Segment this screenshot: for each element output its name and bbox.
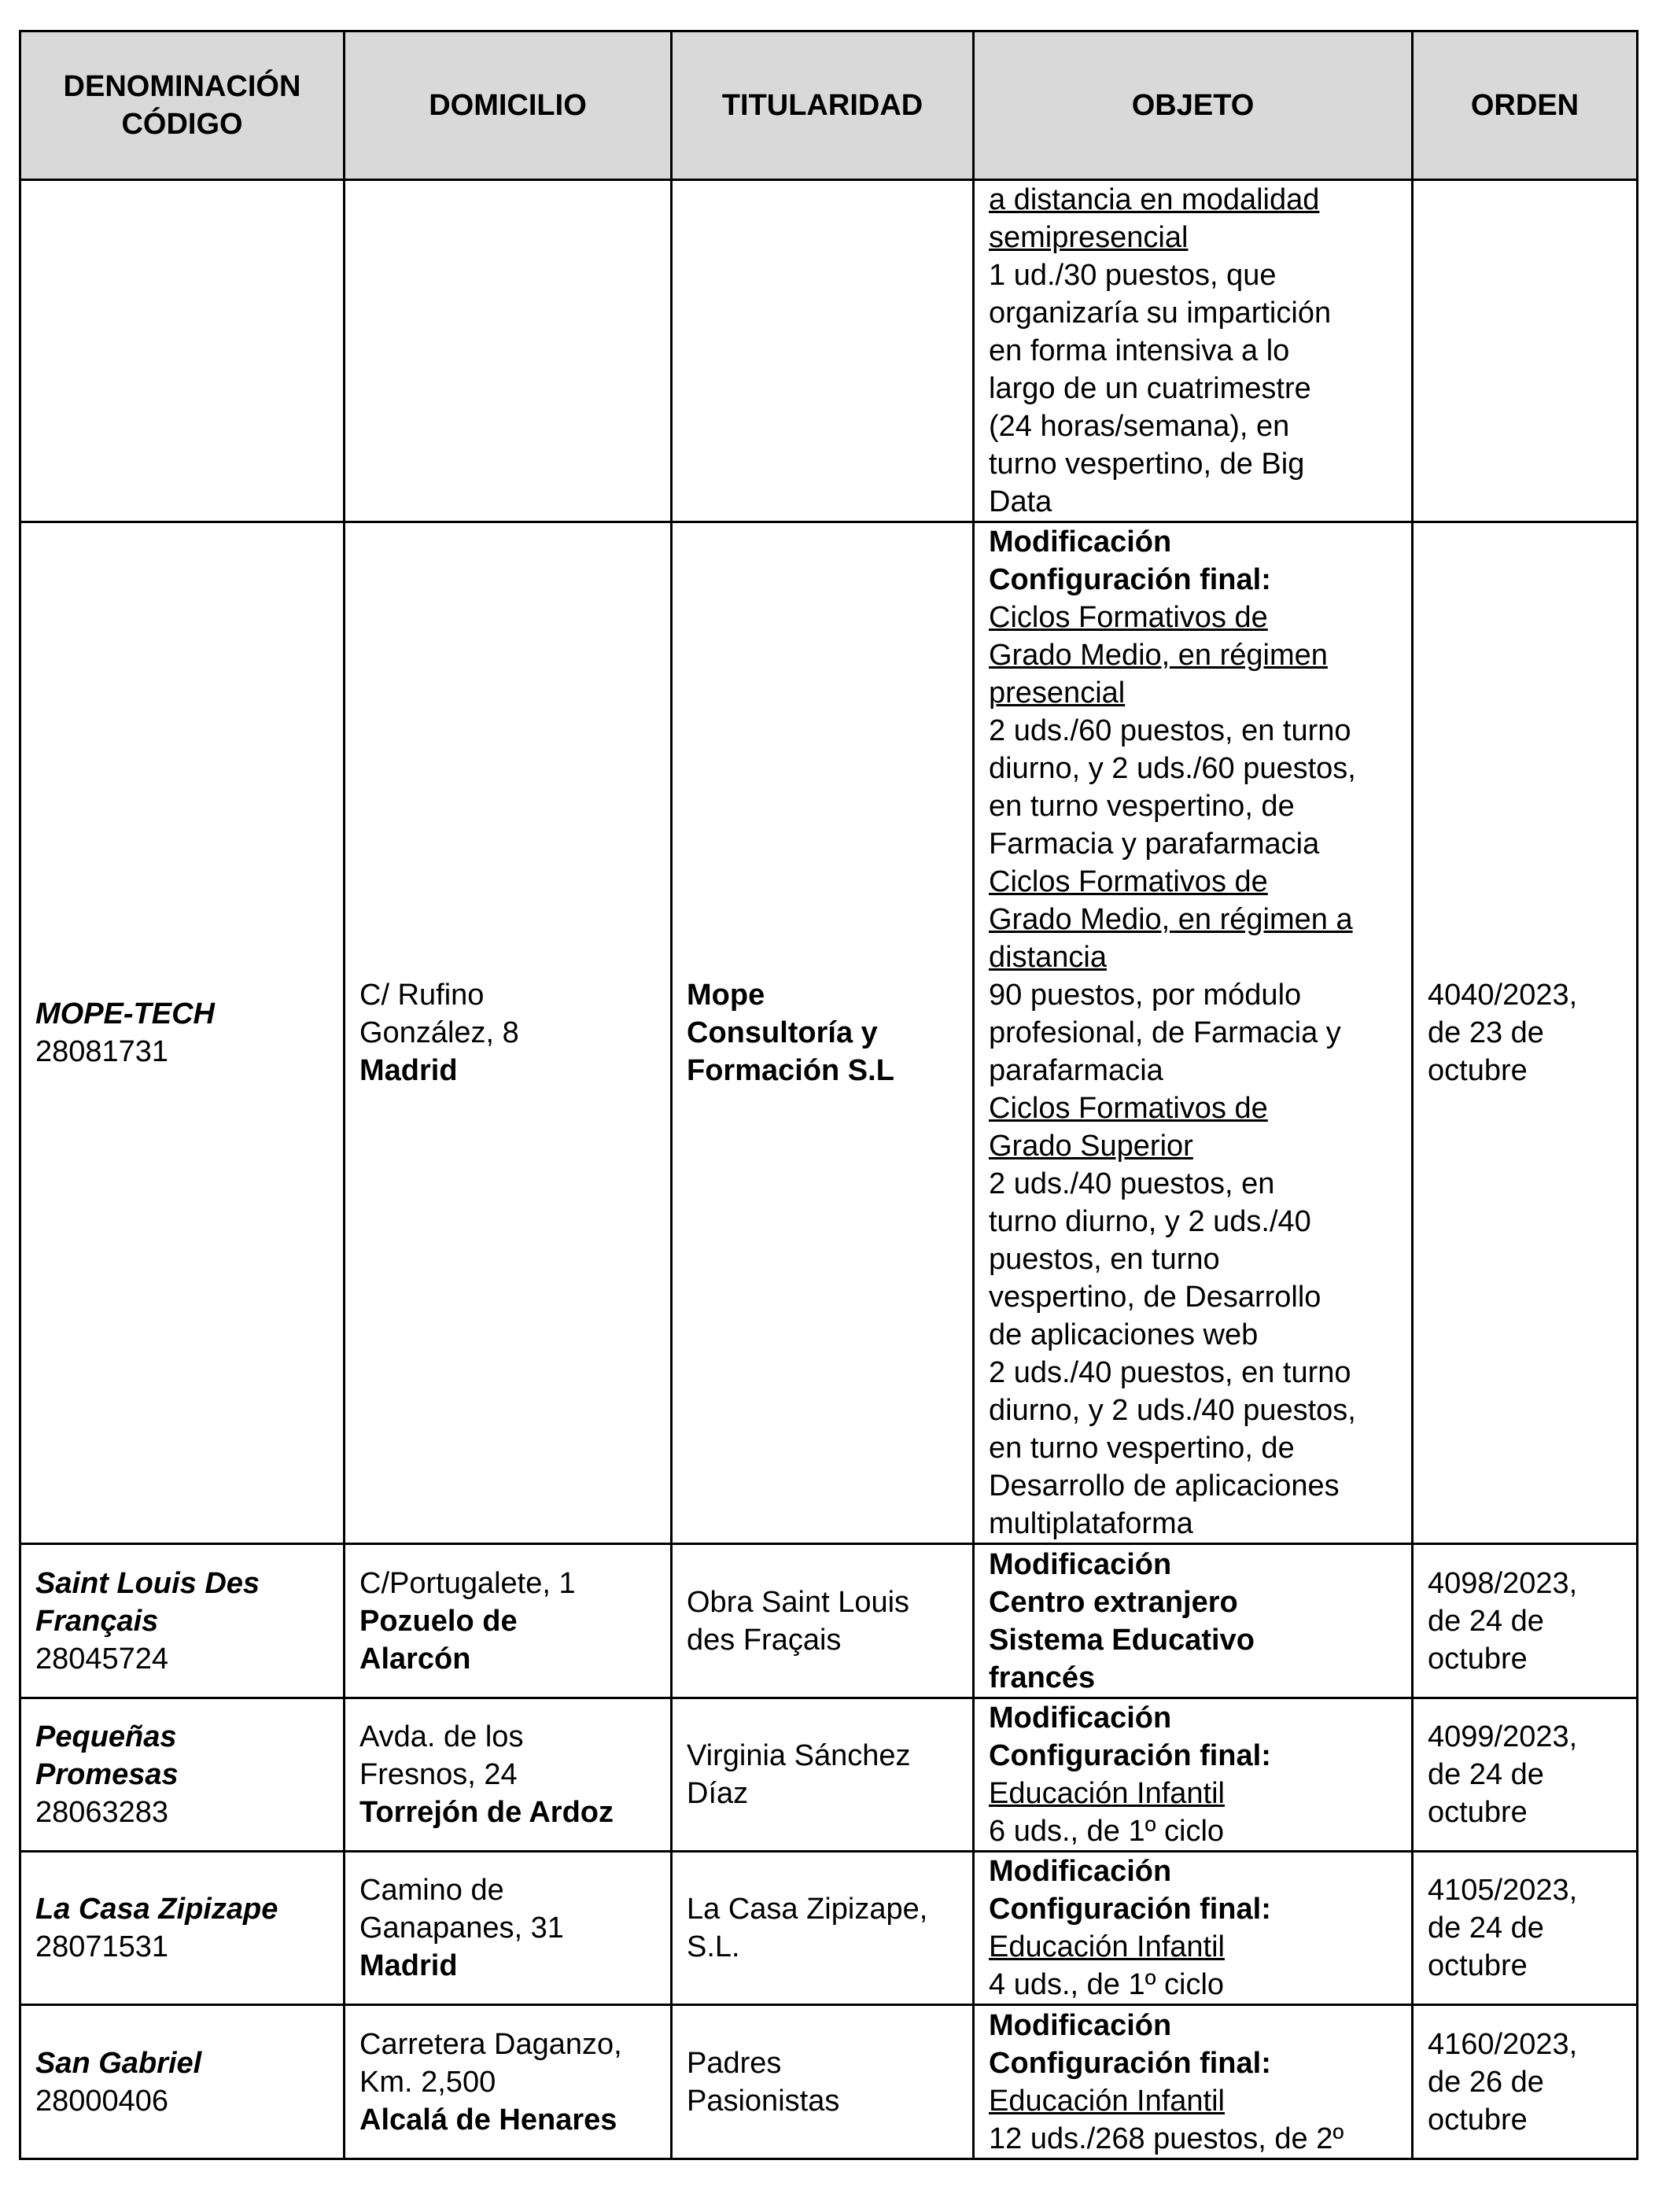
table-row: [20, 1544, 1638, 1698]
center-name: La Casa Zipizape: [35, 1893, 278, 1926]
objeto-line: multiplataforma: [989, 1507, 1193, 1540]
objeto-line: diurno, y 2 uds./40 puestos,: [989, 1394, 1356, 1427]
objeto-line: Configuración final:: [989, 2046, 1271, 2080]
orden-line: de 26 de: [1428, 2065, 1544, 2099]
city-name: Alarcón: [359, 1642, 471, 1676]
objeto-line: turno vespertino, de Big: [989, 448, 1305, 481]
header-codigo: CÓDIGO: [121, 108, 243, 141]
objeto-line: distancia: [989, 941, 1107, 974]
cell-objeto: [974, 522, 1413, 1544]
cell-domicilio: [345, 180, 672, 522]
address-line: Avda. de los: [359, 1720, 524, 1753]
cell-domicilio: [345, 2005, 672, 2159]
address-line: González, 8: [359, 1016, 519, 1049]
orden-line: octubre: [1428, 2103, 1528, 2136]
table-row: [20, 2005, 1638, 2159]
objeto-line: 4 uds., de 1º ciclo: [989, 1968, 1225, 2001]
orden-line: octubre: [1428, 1796, 1528, 1829]
cell-denominacion: [20, 2005, 345, 2159]
titular-line: Mope: [687, 979, 765, 1012]
city-name: Pozuelo de: [359, 1604, 518, 1638]
table-body: [20, 180, 1638, 2159]
table-row: [20, 1698, 1638, 1852]
titular-line: Formación S.L: [687, 1054, 894, 1087]
objeto-line: de aplicaciones web: [989, 1318, 1259, 1351]
titular-line: Virginia Sánchez: [687, 1739, 911, 1772]
cell-objeto: [974, 1698, 1413, 1852]
header-domicilio: DOMICILIO: [345, 31, 672, 180]
objeto-line: francés: [989, 1661, 1096, 1694]
objeto-line: Modificación: [989, 1701, 1172, 1735]
objeto-line: Desarrollo de aplicaciones: [989, 1469, 1340, 1502]
objeto-line: en turno vespertino, de: [989, 790, 1295, 823]
cell-denominacion: [20, 180, 345, 522]
center-code: 28000406: [35, 2084, 169, 2118]
cell-domicilio: [345, 522, 672, 1544]
titular-line: des Fraçais: [687, 1623, 842, 1657]
objeto-line: 2 uds./40 puestos, en turno: [989, 1356, 1351, 1389]
orden-line: 4160/2023,: [1428, 2027, 1578, 2061]
city-name: Madrid: [359, 1054, 458, 1087]
titular-line: Obra Saint Louis: [687, 1585, 910, 1619]
center-name: San Gabriel: [35, 2046, 202, 2080]
cell-denominacion: [20, 1698, 345, 1852]
objeto-line: Configuración final:: [989, 563, 1271, 596]
objeto-line: turno diurno, y 2 uds./40: [989, 1205, 1311, 1238]
objeto-line: Ciclos Formativos de: [989, 601, 1268, 634]
objeto-line: Modificación: [989, 1855, 1172, 1888]
cell-titularidad: [672, 1852, 974, 2005]
cell-orden: [1413, 180, 1638, 522]
objeto-line: parafarmacia: [989, 1054, 1163, 1087]
objeto-line: Modificación: [989, 525, 1172, 559]
titular-line: Consultoría y: [687, 1016, 878, 1049]
cell-domicilio: [345, 1852, 672, 2005]
objeto-line: Modificación: [989, 2008, 1172, 2042]
center-code: 28063283: [35, 1796, 169, 1829]
objeto-line: Educación Infantil: [989, 2084, 1225, 2118]
objeto-line: Modificación: [989, 1547, 1172, 1581]
cell-denominacion: [20, 1852, 345, 2005]
address-line: Km. 2,500: [359, 2065, 496, 2099]
orden-line: octubre: [1428, 1642, 1528, 1676]
titular-line: Padres: [687, 2046, 782, 2080]
objeto-line: largo de un cuatrimestre: [989, 372, 1311, 405]
cell-objeto: [974, 1852, 1413, 2005]
center-name: MOPE-TECH: [35, 997, 215, 1030]
objeto-line: presencial: [989, 677, 1126, 710]
cell-objeto: [974, 1544, 1413, 1698]
table-row: [20, 180, 1638, 522]
center-name: Français: [35, 1604, 159, 1638]
cell-orden: [1413, 1544, 1638, 1698]
objeto-line: Educación Infantil: [989, 1777, 1225, 1810]
orden-line: octubre: [1428, 1054, 1528, 1087]
objeto-line: 90 puestos, por módulo: [989, 979, 1302, 1012]
titular-line: Pasionistas: [687, 2084, 840, 2118]
objeto-line: diurno, y 2 uds./60 puestos,: [989, 752, 1356, 785]
cell-domicilio: [345, 1698, 672, 1852]
address-line: Carretera Daganzo,: [359, 2027, 622, 2061]
cell-titularidad: [672, 1698, 974, 1852]
orden-line: de 23 de: [1428, 1016, 1544, 1049]
cell-domicilio: [345, 1544, 672, 1698]
objeto-line: Data: [989, 485, 1052, 518]
orden-line: octubre: [1428, 1949, 1528, 1982]
cell-titularidad: [672, 1544, 974, 1698]
header-denominacion: DENOMINACIÓN: [63, 70, 301, 103]
city-name: Torrejón de Ardoz: [359, 1796, 614, 1829]
objeto-line: 1 ud./30 puestos, que: [989, 259, 1277, 292]
table-row: [20, 522, 1638, 1544]
orden-line: de 24 de: [1428, 1912, 1544, 1945]
cell-titularidad: [672, 522, 974, 1544]
address-line: Ganapanes, 31: [359, 1912, 564, 1945]
address-line: C/Portugalete, 1: [359, 1566, 576, 1600]
objeto-line: 2 uds./60 puestos, en turno: [989, 714, 1351, 747]
cell-orden: [1413, 522, 1638, 1544]
cell-orden: [1413, 1698, 1638, 1852]
objeto-line: a distancia en modalidad: [989, 183, 1320, 216]
orden-line: de 24 de: [1428, 1758, 1544, 1791]
objeto-line: Farmacia y parafarmacia: [989, 828, 1320, 861]
header-titularidad: TITULARIDAD: [672, 31, 974, 180]
objeto-line: puestos, en turno: [989, 1243, 1220, 1276]
objeto-line: Configuración final:: [989, 1739, 1271, 1772]
header-row: [20, 31, 1638, 180]
objeto-line: 6 uds., de 1º ciclo: [989, 1815, 1225, 1848]
objeto-line: Configuración final:: [989, 1893, 1271, 1926]
header-orden: ORDEN: [1413, 31, 1638, 180]
objeto-line: Grado Superior: [989, 1130, 1193, 1163]
objeto-line: Centro extranjero: [989, 1585, 1238, 1619]
address-line: Camino de: [359, 1874, 504, 1907]
objeto-line: semipresencial: [989, 221, 1189, 254]
city-name: Alcalá de Henares: [359, 2103, 617, 2136]
objeto-line: en forma intensiva a lo: [989, 334, 1290, 367]
cell-orden: [1413, 1852, 1638, 2005]
centers-table: [19, 30, 1638, 2160]
orden-line: de 24 de: [1428, 1604, 1544, 1638]
address-line: C/ Rufino: [359, 979, 485, 1012]
cell-objeto: [974, 2005, 1413, 2159]
objeto-line: vespertino, de Desarrollo: [989, 1281, 1321, 1314]
objeto-line: Grado Medio, en régimen a: [989, 903, 1353, 936]
objeto-line: Grado Medio, en régimen: [989, 639, 1328, 672]
center-code: 28071531: [35, 1930, 169, 1963]
cell-denominacion: [20, 1544, 345, 1698]
orden-line: 4105/2023,: [1428, 1874, 1578, 1907]
orden-line: 4040/2023,: [1428, 979, 1578, 1012]
cell-denominacion: [20, 522, 345, 1544]
cell-orden: [1413, 2005, 1638, 2159]
objeto-line: 2 uds./40 puestos, en: [989, 1167, 1275, 1200]
orden-line: 4099/2023,: [1428, 1720, 1578, 1753]
titular-line: La Casa Zipizape,: [687, 1893, 928, 1926]
titular-line: Díaz: [687, 1777, 749, 1810]
address-line: Fresnos, 24: [359, 1758, 518, 1791]
center-code: 28045724: [35, 1642, 169, 1676]
center-name: Pequeñas: [35, 1720, 177, 1753]
objeto-line: profesional, de Farmacia y: [989, 1016, 1341, 1049]
header-denominacion-codigo: [20, 31, 345, 180]
city-name: Madrid: [359, 1949, 458, 1982]
center-name: Promesas: [35, 1758, 179, 1791]
objeto-line: Educación Infantil: [989, 1930, 1225, 1963]
objeto-line: (24 horas/semana), en: [989, 410, 1290, 443]
cell-titularidad: [672, 2005, 974, 2159]
objeto-line: Ciclos Formativos de: [989, 865, 1268, 898]
objeto-line: en turno vespertino, de: [989, 1432, 1295, 1465]
header-objeto: OBJETO: [974, 31, 1413, 180]
cell-objeto: [974, 180, 1413, 522]
cell-titularidad: [672, 180, 974, 522]
objeto-line: organizaría su impartición: [989, 297, 1332, 330]
objeto-line: Ciclos Formativos de: [989, 1092, 1268, 1125]
orden-line: 4098/2023,: [1428, 1566, 1578, 1600]
table-row: [20, 1852, 1638, 2005]
center-name: Saint Louis Des: [35, 1566, 260, 1600]
center-code: 28081731: [35, 1035, 169, 1068]
titular-line: S.L.: [687, 1930, 740, 1963]
objeto-line: 12 uds./268 puestos, de 2º: [989, 2122, 1344, 2155]
objeto-line: Sistema Educativo: [989, 1623, 1255, 1657]
